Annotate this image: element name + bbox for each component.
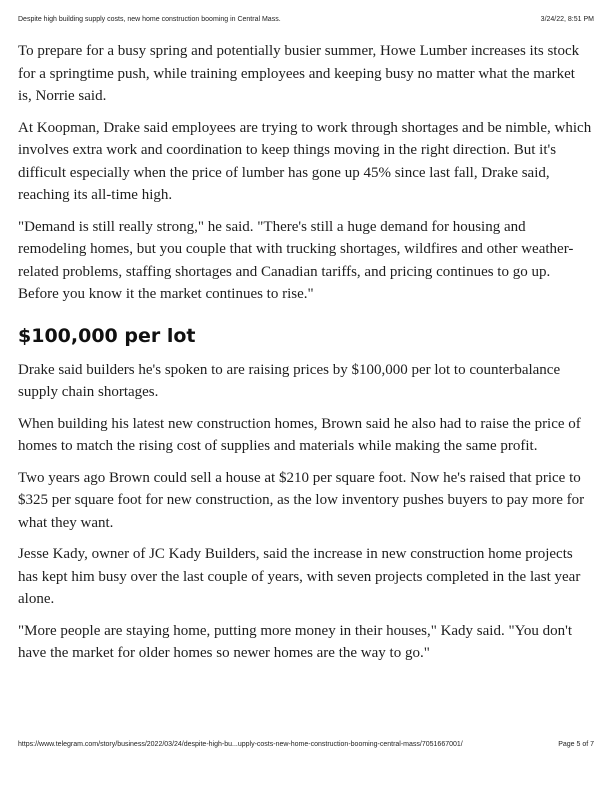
page-number: Page 5 of 7 xyxy=(558,741,594,748)
article-paragraph: To prepare for a busy spring and potentially busier summer, Howe Lumber increases its stock for a springtime push, while training employees and keeping busy no matter what the market is, Norrie said. xyxy=(18,43,580,104)
article-paragraph: At Koopman, Drake said employees are trying to work through shortages and be nimble, which involves extra work and coordination to keep things moving in the right direction. But it's difficult especially when the price of lumber has gone up 45% since last fall, Drake said, reaching its all-time high. xyxy=(18,119,592,203)
print-datetime: 3/24/22, 8:51 PM xyxy=(540,16,594,23)
print-footer xyxy=(18,741,594,748)
article-paragraph: Two years ago Brown could sell a house at $210 per square foot. Now he's raised that price to $325 per square foot for new construction, as the low inventory pushes buyers to pay more for what they want. xyxy=(18,469,585,531)
article-body xyxy=(18,40,592,674)
article-paragraph: "More people are staying home, putting more money in their houses," Kady said. "You don't have the market for older homes so newer homes are the way to go." xyxy=(18,622,573,661)
page-url: https://www.telegram.com/story/business/2022/03/24/despite-high-bu...upply-costs-new-home-construction-booming-central-mass/7051667001/ xyxy=(18,741,463,748)
article-paragraph: When building his latest new construction homes, Brown said he also had to raise the price of homes to match the rising cost of supplies and materials while making the same profit. xyxy=(18,415,581,454)
article-paragraph: Drake said builders he's spoken to are raising prices by $100,000 per lot to counterbalance supply chain shortages. xyxy=(18,361,561,400)
article-paragraph: "Demand is still really strong," he said. "There's still a huge demand for housing and remodeling homes, but you couple that with trucking shortages, wildfires and other weather-related problems, staffing shortages and Canadian tariffs, and pricing continues to go up. Before you know it the market continues to rise." xyxy=(18,218,574,302)
section-heading: $100,000 per lot xyxy=(18,324,196,347)
print-header xyxy=(18,16,594,23)
article-paragraph: Jesse Kady, owner of JC Kady Builders, said the increase in new construction home projects has kept him busy over the last couple of years, with seven projects completed in the last year alone. xyxy=(18,546,581,607)
page-title: Despite high building supply costs, new home construction booming in Central Mass. xyxy=(18,16,281,23)
